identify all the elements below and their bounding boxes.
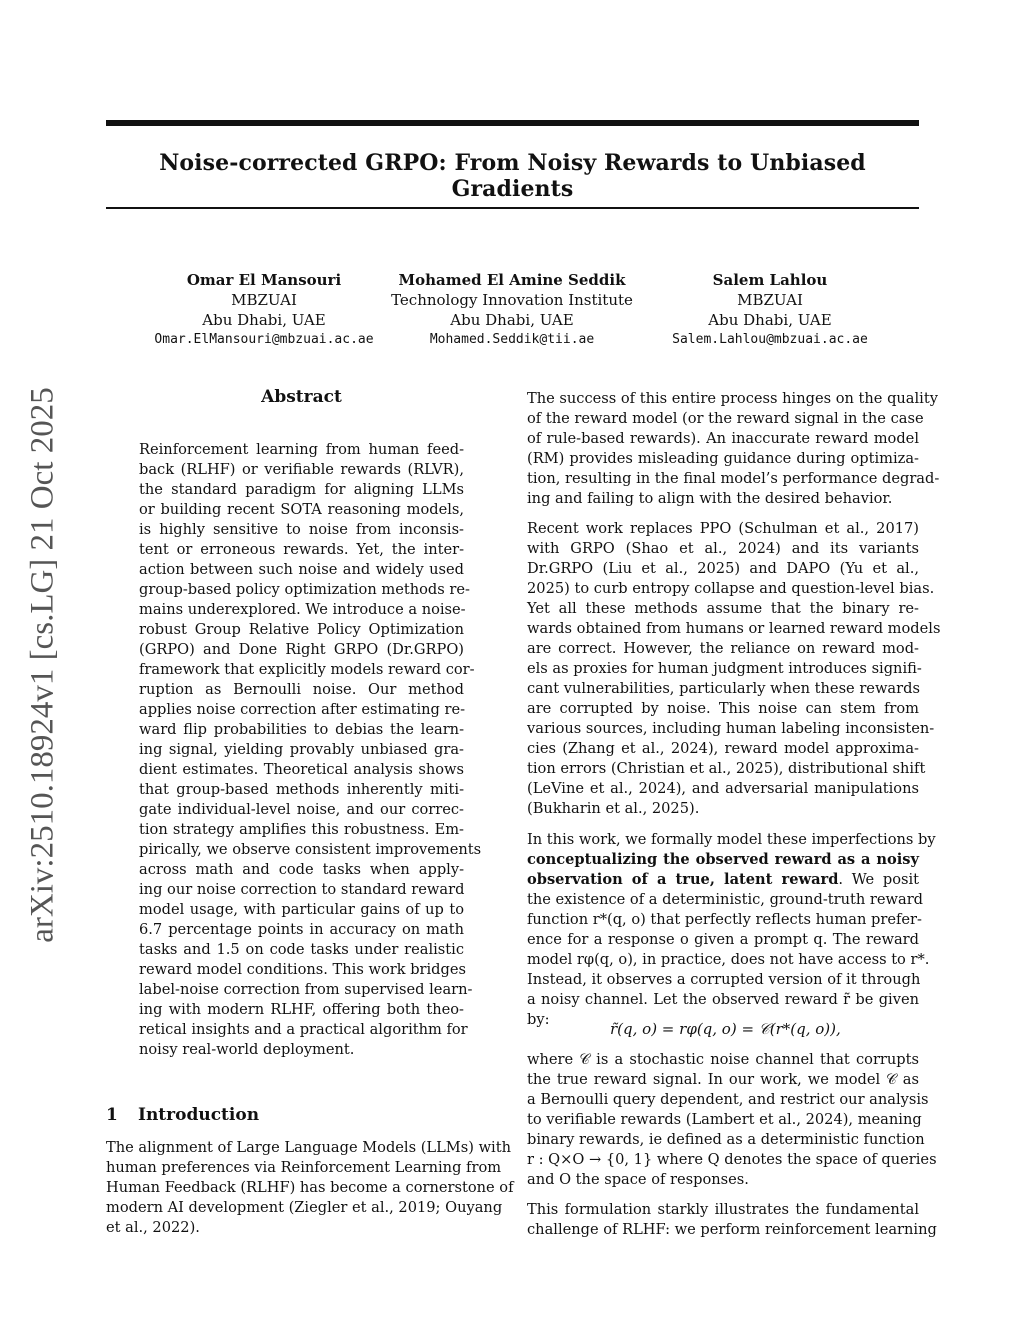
introduction-paragraph xyxy=(106,1138,514,1238)
paragraph-recent-work xyxy=(527,519,941,819)
text-line: label-noise correction from supervised learn- xyxy=(139,981,473,998)
text-line: The success of this entire process hinges on the quality xyxy=(527,390,938,407)
paragraph-line: In this work, we formally model these imperfections by xyxy=(527,831,936,848)
text-line: 6.7 percentage points in accuracy on math xyxy=(139,921,464,938)
title-rule-bottom xyxy=(106,207,919,209)
text-line: ing with modern RLHF, offering both theo- xyxy=(139,1001,464,1018)
paragraph-line xyxy=(527,850,919,870)
paper-title: Noise-corrected GRPO: From Noisy Rewards to Unbiased Gradients xyxy=(159,150,866,202)
author-email[interactable]: Omar.ElMansouri@mbzuai.ac.ae xyxy=(154,332,374,347)
text-line: Human Feedback (RLHF) has become a cornerstone of xyxy=(106,1179,514,1196)
text-line: robust Group Relative Policy Optimization xyxy=(139,621,464,638)
text-line: various sources, including human labeling inconsisten- xyxy=(527,720,935,737)
text-line: ward flip probabilities to debias the learn- xyxy=(139,721,464,738)
text-line: binary rewards, ie defined as a deterministic function xyxy=(527,1131,925,1148)
text-line: Dr.GRPO (Liu et al., 2025) and DAPO (Yu et al., xyxy=(527,560,919,577)
paragraph-noise-channel xyxy=(527,1050,937,1190)
text-line: wards obtained from humans or learned reward models xyxy=(527,620,941,637)
text-line: are corrupted by noise. This noise can stem from xyxy=(527,700,919,717)
text-line: tion, resulting in the final model’s performance degrad- xyxy=(527,470,940,487)
text-line: The alignment of Large Language Models (LLMs) with xyxy=(106,1139,511,1156)
text-line: tent or erroneous rewards. Yet, the inter- xyxy=(139,541,464,558)
text-line: This formulation starkly illustrates the fundamental xyxy=(527,1201,919,1218)
abstract-heading: Abstract xyxy=(261,387,342,407)
text-line: a Bernoulli query dependent, and restrict our analysis xyxy=(527,1091,929,1108)
text-line: of the reward model (or the reward signal in the case xyxy=(527,410,924,427)
text-line: with GRPO (Shao et al., 2024) and its variants xyxy=(527,540,919,557)
author-affiliation: MBZUAI xyxy=(231,291,297,309)
text-line: the existence of a deterministic, ground-truth reward xyxy=(527,891,924,908)
text-line: challenge of RLHF: we perform reinforcement learning xyxy=(527,1221,937,1238)
text-line: gate individual-level noise, and our correc- xyxy=(139,801,464,818)
text-line: cies (Zhang et al., 2024), reward model approxima- xyxy=(527,740,919,757)
line-text: . We posit xyxy=(838,871,920,888)
text-line: ence for a response o given a prompt q. The reward xyxy=(527,931,919,948)
text-line: els as proxies for human judgment introduces signifi- xyxy=(527,660,922,677)
title-rule-top xyxy=(106,120,919,126)
text-line: are correct. However, the reliance on reward mod- xyxy=(527,640,919,657)
text-line: ing and failing to align with the desired behavior. xyxy=(527,490,893,507)
text-line: model usage, with particular gains of up to xyxy=(139,901,464,918)
text-line: pirically, we observe consistent improvements xyxy=(139,841,482,858)
paragraph-line xyxy=(527,870,919,890)
text-line: (LeVine et al., 2024), and adversarial manipulations xyxy=(527,780,919,797)
text-line: noisy real-world deployment. xyxy=(139,1041,355,1058)
arxiv-sidebar-stamp: arXiv:2510.18924v1 [cs.LG] 21 Oct 2025 xyxy=(24,387,61,943)
author-location: Abu Dhabi, UAE xyxy=(708,311,832,329)
text-line: by: xyxy=(527,1011,550,1028)
paragraph-this-work xyxy=(527,830,936,1030)
text-line: Recent work replaces PPO (Schulman et al., 2017) xyxy=(527,520,919,537)
text-line: human preferences via Reinforcement Learning from xyxy=(106,1159,502,1176)
paragraph-lines xyxy=(527,890,930,1030)
text-line: back (RLHF) or verifiable rewards (RLVR), xyxy=(139,461,464,478)
text-line: retical insights and a practical algorithm for xyxy=(139,1021,468,1038)
text-line: tion strategy amplifies this robustness. Em- xyxy=(139,821,464,838)
text-line: mains underexplored. We introduce a noise- xyxy=(139,601,466,618)
text-line: modern AI development (Ziegler et al., 2019; Ouyang xyxy=(106,1199,503,1216)
text-line: Reinforcement learning from human feed- xyxy=(139,441,464,458)
text-line: tion errors (Christian et al., 2025), distributional shift xyxy=(527,760,926,777)
text-line: and O the space of responses. xyxy=(527,1171,749,1188)
equation-observed-reward: r̃(q, o) = rφ(q, o) = 𝒞(r*(q, o)), xyxy=(610,1020,841,1038)
text-line: function r*(q, o) that perfectly reflects human prefer- xyxy=(527,911,922,928)
text-line: model rφ(q, o), in practice, does not have access to r*. xyxy=(527,951,930,968)
text-line: applies noise correction after estimating re- xyxy=(139,701,466,718)
text-line: et al., 2022). xyxy=(106,1219,200,1236)
text-line: framework that explicitly models reward cor- xyxy=(139,661,475,678)
text-line: Instead, it observes a corrupted version of it through xyxy=(527,971,921,988)
text-line: ing signal, yielding provably unbiased gra- xyxy=(139,741,464,758)
paragraph-reward-quality xyxy=(527,389,940,509)
text-line: to verifiable rewards (Lambert et al., 2024), meaning xyxy=(527,1111,922,1128)
bold-phrase: conceptualizing the observed reward as a noisy xyxy=(527,851,919,868)
author-affiliation: MBZUAI xyxy=(737,291,803,309)
text-line: ruption as Bernoulli noise. Our method xyxy=(139,681,464,698)
author-affiliation: Technology Innovation Institute xyxy=(391,291,633,309)
text-line: cant vulnerabilities, particularly when these rewards xyxy=(527,680,920,697)
text-line: tasks and 1.5 on code tasks under realistic xyxy=(139,941,464,958)
text-line: (GRPO) and Done Right GRPO (Dr.GRPO) xyxy=(139,641,464,658)
text-line: ing our noise correction to standard reward xyxy=(139,881,465,898)
text-line: (Bukharin et al., 2025). xyxy=(527,800,700,817)
author-block-2 xyxy=(362,270,662,350)
text-line: the standard paradigm for aligning LLMs xyxy=(139,481,464,498)
text-line: dient estimates. Theoretical analysis shows xyxy=(139,761,464,778)
text-line: that group-based methods inherently miti- xyxy=(139,781,464,798)
bold-phrase: observation of a true, latent reward xyxy=(527,871,839,888)
text-line: reward model conditions. This work bridges xyxy=(139,961,466,978)
author-block-3 xyxy=(620,270,920,350)
author-name: Mohamed El Amine Seddik xyxy=(398,271,626,289)
abstract-body xyxy=(139,440,482,1060)
text-line: of rule-based rewards). An inaccurate reward model xyxy=(527,430,919,447)
text-line: where 𝒞 is a stochastic noise channel that corrupts xyxy=(527,1051,919,1068)
text-line: r : Q×O → {0, 1} where Q denotes the space of queries xyxy=(527,1151,937,1168)
section-number: 1 xyxy=(106,1105,118,1125)
text-line: (RM) provides misleading guidance during optimiza- xyxy=(527,450,919,467)
author-location: Abu Dhabi, UAE xyxy=(202,311,326,329)
paragraph-formulation xyxy=(527,1200,937,1240)
text-line: a noisy channel. Let the observed reward r̃ be given xyxy=(527,991,919,1008)
text-line: or building recent SOTA reasoning models, xyxy=(139,501,464,518)
text-line: the true reward signal. In our work, we model 𝒞 as xyxy=(527,1071,919,1088)
section-title: Introduction xyxy=(138,1105,260,1125)
author-email[interactable]: Mohamed.Seddik@tii.ae xyxy=(429,332,595,347)
author-name: Salem Lahlou xyxy=(712,271,828,289)
text-line: Yet all these methods assume that the binary re- xyxy=(527,600,919,617)
author-location: Abu Dhabi, UAE xyxy=(450,311,574,329)
text-line: is highly sensitive to noise from inconsis- xyxy=(139,521,464,538)
section-heading-introduction xyxy=(106,1105,259,1125)
text-line: action between such noise and widely used xyxy=(139,561,464,578)
author-email[interactable]: Salem.Lahlou@mbzuai.ac.ae xyxy=(672,332,868,347)
text-line: group-based policy optimization methods re- xyxy=(139,581,470,598)
text-line: 2025) to curb entropy collapse and question-level bias. xyxy=(527,580,935,597)
author-name: Omar El Mansouri xyxy=(186,271,342,289)
text-line: across math and code tasks when apply- xyxy=(139,861,464,878)
